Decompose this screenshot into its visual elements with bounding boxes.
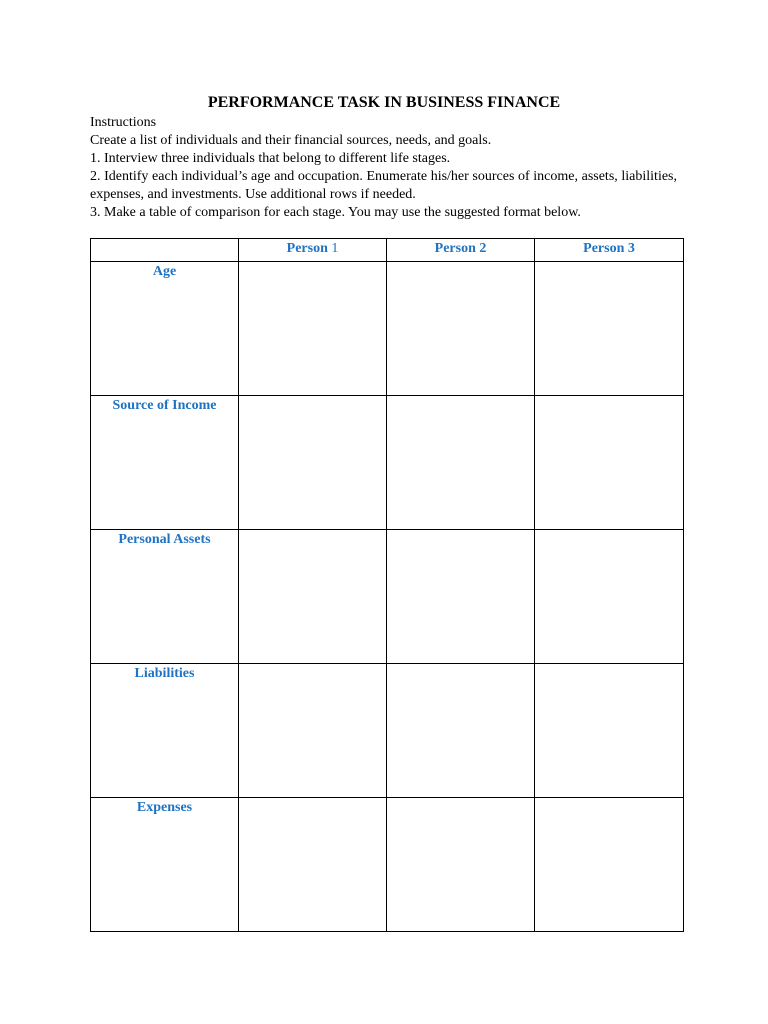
cell-age-person-1[interactable] (239, 262, 387, 396)
header-person-2 (387, 239, 535, 262)
row-label-liabilities: Liabilities (91, 664, 239, 798)
header-person-1-number: 1 (331, 241, 339, 256)
table-row (91, 262, 684, 396)
header-person-1 (239, 239, 387, 262)
cell-liabilities-person-2[interactable] (387, 664, 535, 798)
header-person-3 (535, 239, 684, 262)
table-row (91, 664, 684, 798)
instruction-step-2: 2. Identify each individual’s age and occupation. Enumerate his/her sources of income, assets, liabilities, expenses, and investments. Use additional rows if needed. (90, 169, 677, 202)
instruction-step-3: 3. Make a table of comparison for each stage. You may use the suggested format below. (90, 205, 581, 220)
header-person-3-number: 3 (627, 241, 635, 256)
header-person-3-word: Person (583, 241, 625, 256)
cell-income-person-1[interactable] (239, 396, 387, 530)
table-header-row (91, 239, 684, 262)
cell-expenses-person-1[interactable] (239, 798, 387, 932)
comparison-table (90, 238, 684, 932)
table-row (91, 798, 684, 932)
header-person-1-word: Person (286, 241, 328, 256)
header-corner-cell (91, 239, 239, 262)
cell-income-person-3[interactable] (535, 396, 684, 530)
instructions-block (90, 114, 677, 222)
row-label-age: Age (91, 262, 239, 396)
page-title: PERFORMANCE TASK IN BUSINESS FINANCE (207, 94, 561, 111)
row-label-personal-assets: Personal Assets (91, 530, 239, 664)
cell-income-person-2[interactable] (387, 396, 535, 530)
cell-assets-person-3[interactable] (535, 530, 684, 664)
row-label-source-of-income: Source of Income (91, 396, 239, 530)
cell-liabilities-person-1[interactable] (239, 664, 387, 798)
cell-age-person-2[interactable] (387, 262, 535, 396)
table-row (91, 530, 684, 664)
header-person-2-number: 2 (479, 241, 487, 256)
cell-assets-person-2[interactable] (387, 530, 535, 664)
header-person-2-word: Person (434, 241, 476, 256)
cell-expenses-person-3[interactable] (535, 798, 684, 932)
table-row (91, 396, 684, 530)
cell-age-person-3[interactable] (535, 262, 684, 396)
cell-assets-person-1[interactable] (239, 530, 387, 664)
cell-liabilities-person-3[interactable] (535, 664, 684, 798)
instructions-intro: Create a list of individuals and their financial sources, needs, and goals. (90, 133, 492, 148)
instruction-step-1: 1. Interview three individuals that belong to different life stages. (90, 151, 451, 166)
cell-expenses-person-2[interactable] (387, 798, 535, 932)
row-label-expenses: Expenses (91, 798, 239, 932)
instructions-heading: Instructions (90, 115, 157, 130)
